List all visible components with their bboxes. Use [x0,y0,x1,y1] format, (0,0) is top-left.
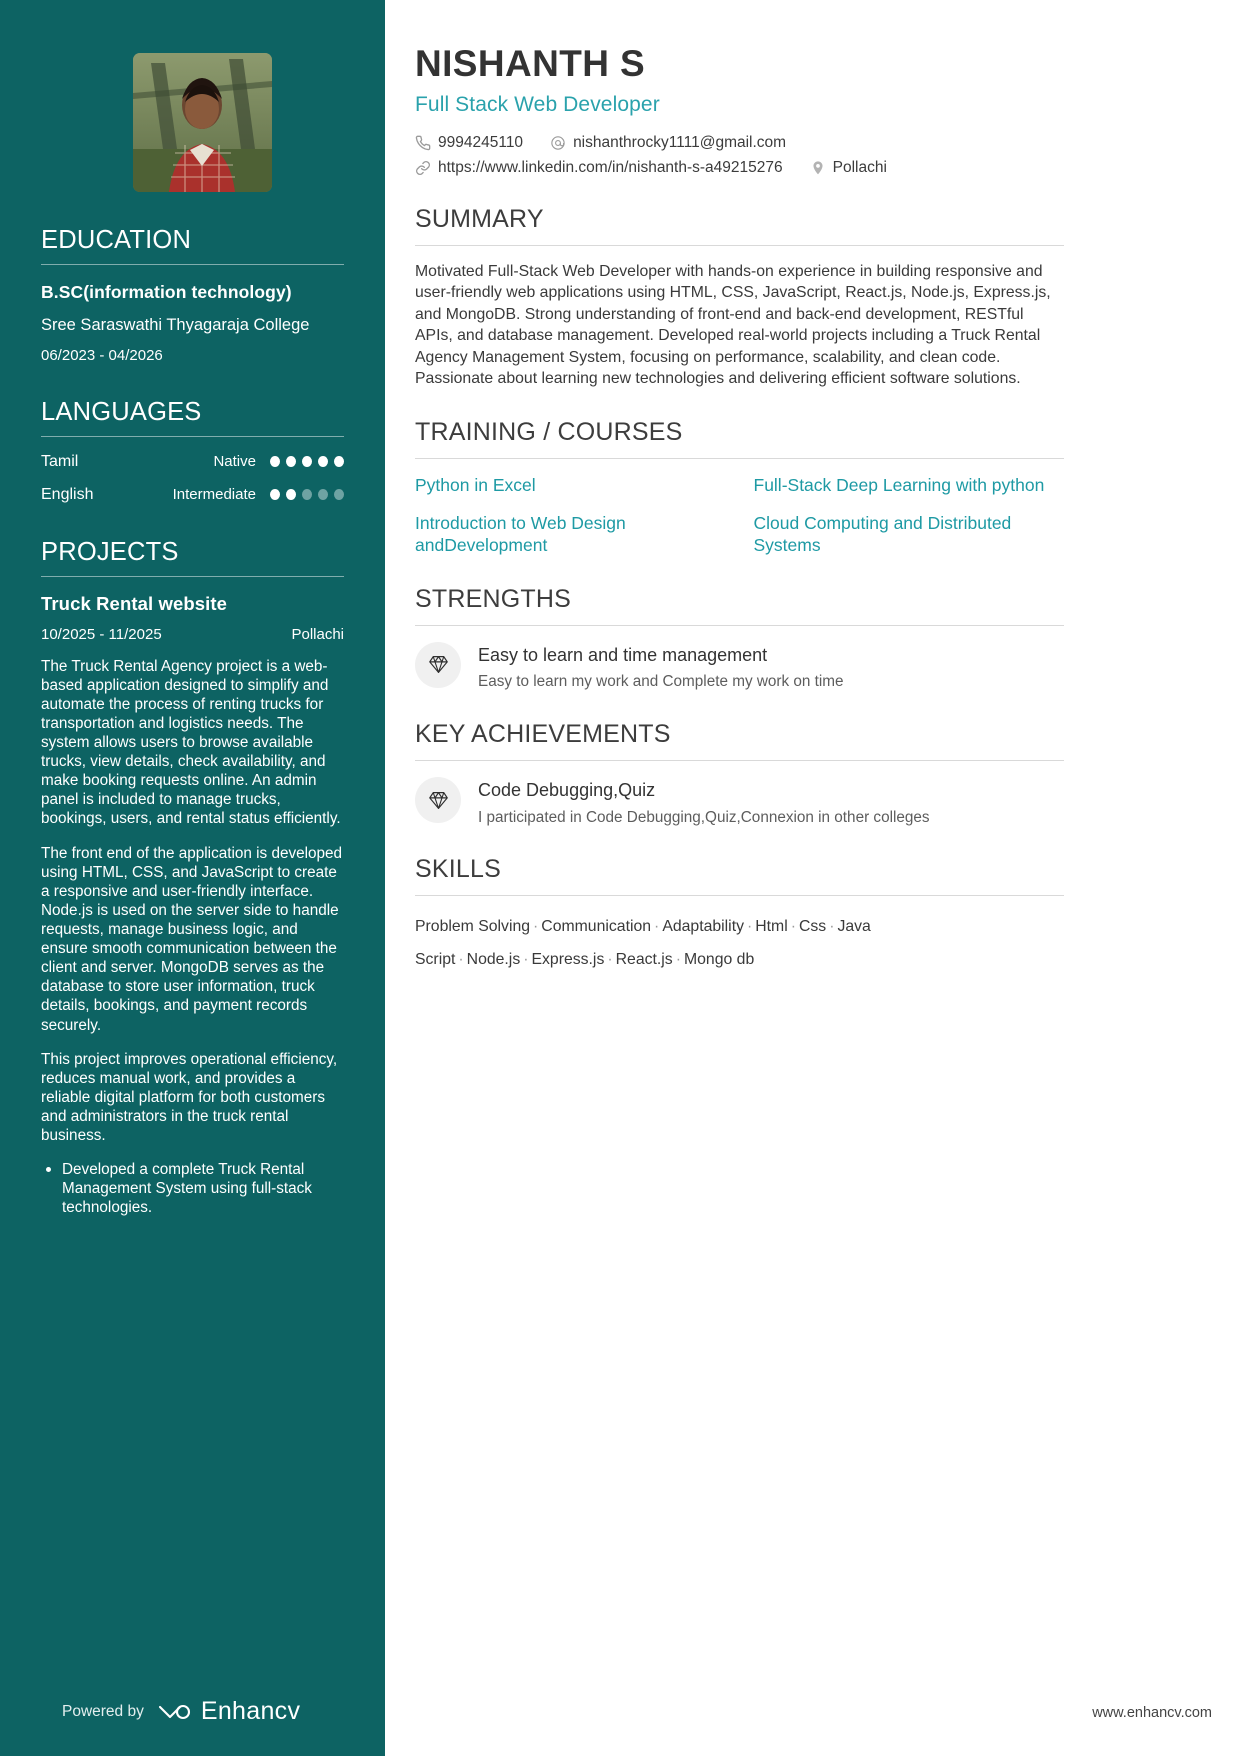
summary-section [415,205,1064,390]
powered-by [62,1697,300,1726]
education-degree: B.SC(information technology) [41,282,292,302]
project-paragraph: This project improves operational efficiency, reduces manual work, and provides a reliable digital platform for both customers and administrators in the truck rental business. [41,1050,338,1145]
enhancv-wordmark: Enhancv [200,1697,301,1725]
education-section [41,226,344,364]
skill-separator: · [533,918,539,936]
divider [415,458,1064,459]
project-bullet: Developed a complete Truck Rental Management System using full-stack technologies. [41,1160,344,1217]
strength-desc: Easy to learn my work and Complete my work on time [478,673,844,691]
rating-dot [286,456,296,467]
contact-email[interactable] [550,134,786,152]
location-value: Pollachi [832,158,887,176]
skill-separator: · [607,950,613,968]
skill-item: Problem Solving [415,918,531,936]
language-level: Native [213,453,256,471]
education-dates: 06/2023 - 04/2026 [41,346,163,364]
powered-by-label: Powered by [62,1702,144,1720]
diamond-icon [415,777,461,823]
email-value: nishanthrocky1111@gmail.com [573,133,787,151]
rating-dot [302,489,312,500]
project-title: Truck Rental website [41,592,228,614]
education-school: Sree Saraswathi Thyagaraja College [41,316,310,335]
linkedin-value: https://www.linkedin.com/in/nishanth-s-a49215276 [438,158,783,176]
contact-location [810,159,887,177]
contact-block [415,134,1064,177]
achievements-section [415,720,1064,827]
course-item: Introduction to Web Design andDevelopment [415,512,626,556]
divider [41,576,344,577]
training-section [415,418,1064,557]
skills-section [415,855,1064,976]
strength-title: Easy to learn and time management [478,644,768,665]
strengths-heading: STRENGTHS [415,584,571,613]
project-paragraph: The front end of the application is developed using HTML, CSS, and JavaScript to create a responsive and user-friendly interface. Node.js is used on the server side to handle requests, manage business logic, and ensure smooth communication between the client and server. MongoDB serves as the database to store user information, truck details, bookings, and payment records securely. [41,844,343,1034]
rating-dot [318,456,328,467]
skill-separator: · [746,918,753,936]
skill-separator: · [829,918,835,936]
projects-heading: PROJECTS [41,537,179,566]
project-location: Pollachi [291,625,344,643]
divider [415,895,1064,896]
language-level: Intermediate [172,486,256,504]
language-rating-dots [270,456,344,467]
skill-item: Java Script [415,918,871,968]
rating-dot [286,489,296,500]
contact-line [415,134,1064,152]
skills-list [415,911,1064,976]
course-item: Full-Stack Deep Learning with python [753,474,1045,495]
summary-text: Motivated Full-Stack Web Developer with hands-on experience in building responsive and user-friendly web applications using HTML, CSS, JavaScript, React.js, Node.js, Express.js, and MongoDB. Strong understanding of front-end and back-end development, RESTful APIs, and database management. Developed real-world projects including a Truck Rental Agency Management System, focusing on performance, scalability, and clean code. Passionate about learning new technologies and delivering efficient software solutions. [415,262,1051,388]
achievement-body [478,776,930,827]
achievement-item [415,776,1064,827]
location-pin-icon [810,160,826,176]
skill-item: React.js [615,950,673,968]
diamond-icon [415,642,461,688]
training-heading: TRAINING / COURSES [415,417,683,446]
course-item: Cloud Computing and Distributed Systems [753,512,1012,556]
main-content [385,0,1242,1756]
language-rating-dots [270,489,344,500]
enhancv-mark-icon [156,1700,194,1724]
language-name: Tamil [41,452,79,470]
achievement-title: Code Debugging,Quiz [478,780,656,801]
strength-item [415,641,1064,692]
avatar [133,53,272,192]
course-item: Python in Excel [415,474,536,495]
rating-dot [318,489,328,500]
skill-item: Adaptability [662,918,744,936]
skill-item: Mongo db [683,950,755,968]
skill-separator: · [675,950,681,968]
enhancv-logo [156,1697,300,1726]
achievement-desc: I participated in Code Debugging,Quiz,Connexion in other colleges [478,808,930,826]
divider [415,760,1064,761]
skills-heading: SKILLS [415,855,501,884]
skill-separator: · [654,918,660,936]
skill-separator: · [458,950,464,968]
skill-separator: · [523,950,529,968]
sidebar [0,0,385,1756]
page-title: NISHANTH S [415,43,646,84]
projects-section [41,538,344,1218]
languages-section [41,398,344,504]
email-at-icon [550,135,566,151]
summary-heading: SUMMARY [415,204,544,233]
rating-dot [270,489,280,500]
rating-dot [334,456,344,467]
divider [41,264,344,265]
contact-line [415,159,1064,177]
profile-photo [133,53,272,192]
rating-dot [302,456,312,467]
divider [415,625,1064,626]
project-paragraph: The Truck Rental Agency project is a web-based application designed to simplify and automate the process of renting trucks for transportation and logistics needs. The system allows users to browse available trucks, view details, check availability, and make booking requests online. An admin panel is included to manage trucks, bookings, users, and rental status efficiently. [41,657,341,828]
project-bullets [41,1160,344,1217]
divider [41,436,344,437]
language-name: English [41,485,94,503]
skill-item: Communication [541,918,652,936]
project-dates: 10/2025 - 11/2025 [41,625,162,643]
job-role: Full Stack Web Developer [415,92,660,116]
language-row [41,486,344,504]
phone-icon [415,135,431,151]
courses-grid [415,474,1064,557]
rating-dot [334,489,344,500]
skill-separator: · [790,918,796,936]
skill-item: Html [755,918,788,936]
education-heading: EDUCATION [41,226,192,254]
rating-dot [270,456,280,467]
languages-heading: LANGUAGES [41,397,202,426]
project-meta [41,626,344,643]
skill-item: Node.js [466,950,521,968]
strength-body [478,641,844,692]
contact-phone[interactable] [415,134,523,152]
contact-linkedin[interactable] [415,159,783,177]
phone-value: 9994245110 [438,133,524,151]
skill-item: Css [798,918,827,936]
strengths-section [415,585,1064,692]
link-icon [415,160,431,176]
achievements-heading: KEY ACHIEVEMENTS [415,720,671,749]
language-row [41,453,344,471]
skill-item: Express.js [531,950,605,968]
website-footer: www.enhancv.com [1092,1705,1212,1721]
divider [415,245,1064,246]
